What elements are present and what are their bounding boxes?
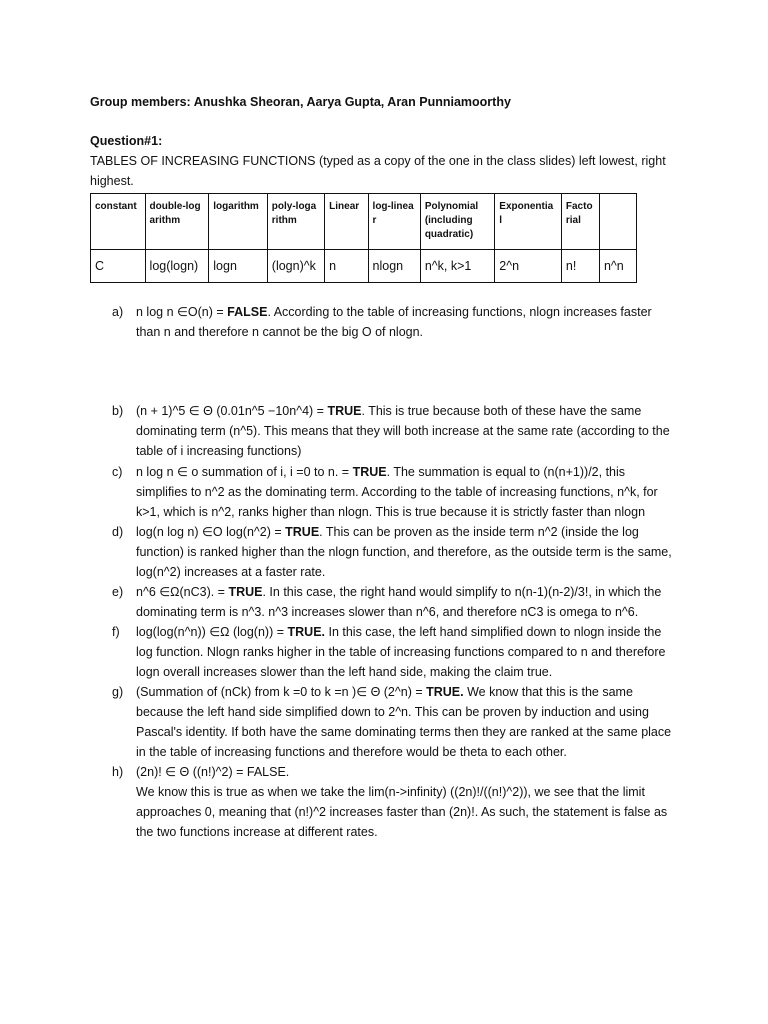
item-verdict: TRUE [285, 525, 320, 539]
table-cell: nlogn [368, 250, 420, 283]
item-verdict: TRUE. [287, 625, 325, 639]
item-label: d) [112, 525, 124, 539]
item-explanation: . This can be proven as the inside term n^2 (inside the log function) is ranked higher than the nlogn function, and therefore, as the outside term is the same, log(n^2) increases at a faster rate. [136, 525, 672, 579]
question-heading: Question#1: [90, 134, 163, 148]
table-cell: 2^n [495, 250, 562, 283]
table-header-cell: Polynomial (including quadratic) [420, 194, 494, 250]
table-cell: n! [561, 250, 599, 283]
table-header-cell: constant [91, 194, 146, 250]
item-claim: (2n)! ∈ Θ ((n!)^2) = FALSE. [136, 765, 290, 779]
item-explanation: . The summation is equal to (n(n+1))/2, this simplifies to n^2 as the dominating term. According to the table of increasing functions, n^k, for k>1, which is n^2, ranks higher than nlogn. This is true because it is strictly faster than nlogn [136, 465, 658, 519]
item-label: a) [112, 305, 124, 319]
item-text [136, 682, 676, 762]
item-verdict: TRUE [228, 585, 263, 599]
item-label: g) [112, 685, 124, 699]
intro-text-line-2: highest. [90, 174, 134, 188]
item-explanation: We know this is true as when we take the lim(n->infinity) ((2n)!/((n!)^2)), we see that the limit approaches 0, meaning that (n!)^2 increases faster than (2n)!. As such, the statement is false as the two functions increase at different rates. [136, 785, 668, 839]
item-text [136, 302, 676, 342]
table-header-cell: Linear [325, 194, 368, 250]
table-header-row [91, 194, 637, 250]
item-text [136, 582, 676, 622]
item-text [136, 462, 676, 522]
item-text [136, 762, 676, 842]
table-cell: C [91, 250, 146, 283]
table-cell: n^k, k>1 [420, 250, 494, 283]
table-header-cell [599, 194, 636, 250]
table-header-cell: Facto rial [561, 194, 599, 250]
item-claim: n log n ∈O(n) = [136, 305, 228, 319]
item-explanation: . According to the table of increasing functions, nlogn increases faster than n and therefore n cannot be the big O of nlogn. [136, 305, 652, 339]
item-label: e) [112, 585, 124, 599]
item-claim: log(n log n) ∈O log(n^2) = [136, 525, 286, 539]
item-verdict: TRUE [327, 404, 362, 418]
item-claim: n log n ∈ o summation of i, i =0 to n. = [136, 465, 353, 479]
increasing-functions-table [90, 193, 637, 283]
group-members-line: Group members: Anushka Sheoran, Aarya Gupta, Aran Punniamoorthy [90, 95, 511, 109]
item-claim: log(log(n^n)) ∈Ω (log(n)) = [136, 625, 288, 639]
table-cell: n [325, 250, 368, 283]
item-verdict: FALSE [227, 305, 268, 319]
item-text [136, 401, 676, 461]
item-claim: (Summation of (nCk) from k =0 to k =n )∈ Θ (2^n) = [136, 685, 427, 699]
item-claim: n^6 ∈Ω(nC3). = [136, 585, 229, 599]
table-header-cell: Exponentia l [495, 194, 562, 250]
item-text [136, 622, 676, 682]
item-text [136, 522, 676, 582]
table-header-cell: logarithm [209, 194, 268, 250]
table-header-cell: log-linea r [368, 194, 420, 250]
item-explanation: We know that this is the same because the left hand side simplified down to 2^n. This can be proven by induction and using Pascal's identity. If both have the same dominating terms then they are ranked at the same place in the table of increasing functions and therefore would be theta to each other. [136, 685, 672, 759]
table-row [91, 250, 637, 283]
item-explanation: In this case, the left hand simplified down to nlogn inside the log function. Nlogn ranks higher in the table of increasing functions compared to n and therefore logn overall increases slower than the left hand side, making the claim true. [136, 625, 666, 679]
item-verdict: TRUE. [426, 685, 464, 699]
item-label: h) [112, 765, 124, 779]
item-label: c) [112, 465, 123, 479]
item-explanation: . This is true because both of these have the same dominating term (n^5). This means that they will both increase at the same rate (according to the table of i increasing functions) [136, 404, 670, 458]
item-verdict: TRUE [352, 465, 387, 479]
table-header-cell: double-log arithm [145, 194, 209, 250]
intro-text-line-1: TABLES OF INCREASING FUNCTIONS (typed as a copy of the one in the class slides) left lowest, right [90, 154, 666, 168]
item-label: b) [112, 404, 124, 418]
item-label: f) [112, 625, 120, 639]
table-cell: log(logn) [145, 250, 209, 283]
table-header-cell: poly-loga rithm [267, 194, 324, 250]
table-cell: (logn)^k [267, 250, 324, 283]
table-cell: logn [209, 250, 268, 283]
item-claim: (n + 1)^5 ∈ Θ (0.01n^5 −10n^4) = [136, 404, 328, 418]
item-explanation: . In this case, the right hand would simplify to n(n-1)(n-2)/3!, in which the dominating term is n^3. n^3 increases slower than n^6, and therefore nC3 is omega to n^6. [136, 585, 662, 619]
table-cell: n^n [599, 250, 636, 283]
